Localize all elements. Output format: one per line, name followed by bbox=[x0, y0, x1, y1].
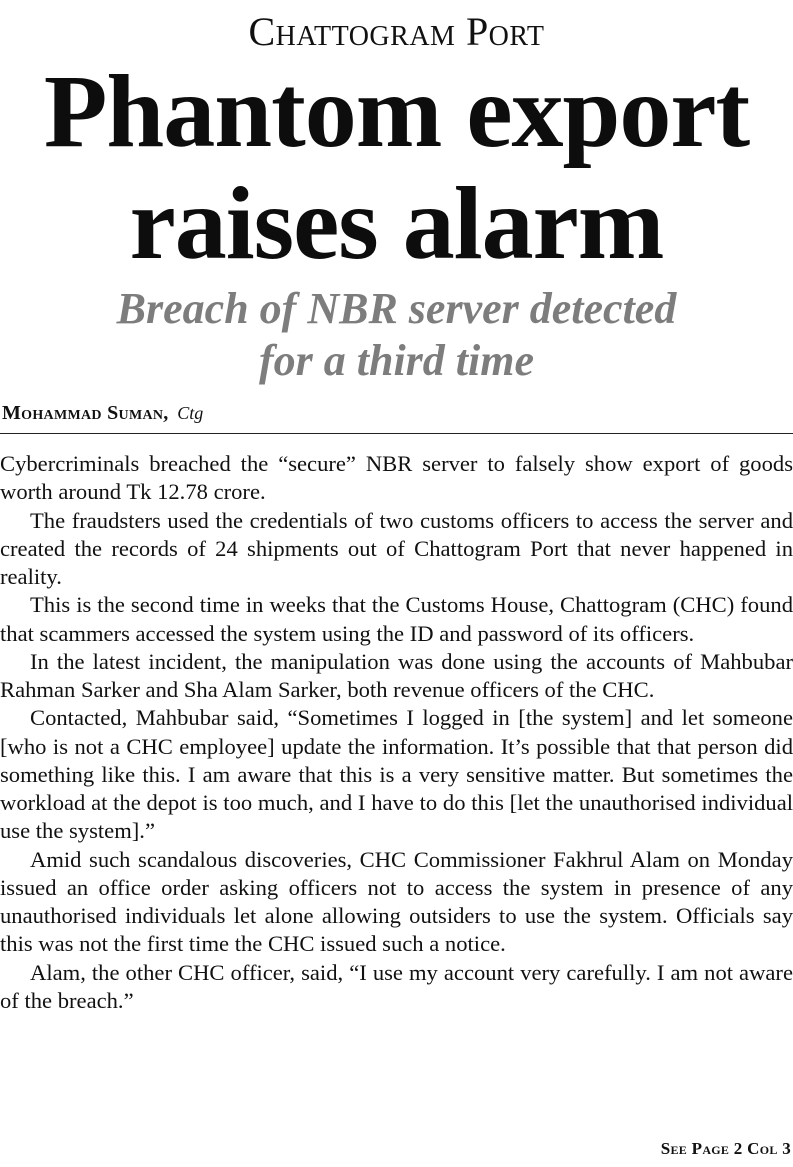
subheadline-line-1: Breach of NBR server detected bbox=[116, 284, 677, 333]
article-body bbox=[0, 450, 793, 1015]
headline bbox=[0, 56, 793, 280]
section-kicker: Chattogram Port bbox=[248, 9, 545, 54]
headline-line-1: Phantom export bbox=[43, 54, 750, 169]
byline-separator: , bbox=[163, 402, 169, 424]
article-paragraph: Contacted, Mahbubar said, “Sometimes I logged in [the system] and let someone [who is not a CHC employee] update the information. It’s possible that that person did something like this. I am aware that this is a very sensitive matter. But sometimes the workload at the depot is too much, and I have to do this [let the unauthorised individual use the system].” bbox=[0, 705, 793, 844]
article-paragraph: Cybercriminals breached the “secure” NBR server to falsely show export of goods worth around Tk 12.78 crore. bbox=[0, 451, 793, 505]
article-paragraph: In the latest incident, the manipulation was done using the accounts of Mahbubar Rahman Sarker and Sha Alam Sarker, both revenue officers of the CHC. bbox=[0, 648, 793, 702]
byline-location: Ctg bbox=[177, 403, 204, 423]
article-paragraph: The fraudsters used the credentials of two customs officers to access the server and created the records of 24 shipments out of Chattogram Port that never happened in reality. bbox=[0, 507, 793, 589]
byline-divider bbox=[0, 433, 793, 434]
article-paragraph: Amid such scandalous discoveries, CHC Commissioner Fakhrul Alam on Monday issued an office order asking officers not to access the system in presence of any unauthorised individuals let alone allowing outsiders to use the system. Officials say this was not the first time the CHC issued such a notice. bbox=[0, 846, 793, 957]
article-paragraph: This is the second time in weeks that the Customs House, Chattogram (CHC) found that scammers accessed the system using the ID and password of its officers. bbox=[0, 592, 793, 646]
byline bbox=[2, 398, 203, 428]
subheadline-line-2: for a third time bbox=[258, 336, 535, 385]
headline-line-2: raises alarm bbox=[129, 166, 664, 281]
subheadline bbox=[0, 283, 793, 387]
article-paragraph: Alam, the other CHC officer, said, “I use my account very carefully. I am not aware of the breach.” bbox=[0, 959, 793, 1013]
continuation-jump-line: See Page 2 Col 3 bbox=[660, 1139, 791, 1158]
byline-author: Mohammad Suman bbox=[2, 402, 164, 424]
